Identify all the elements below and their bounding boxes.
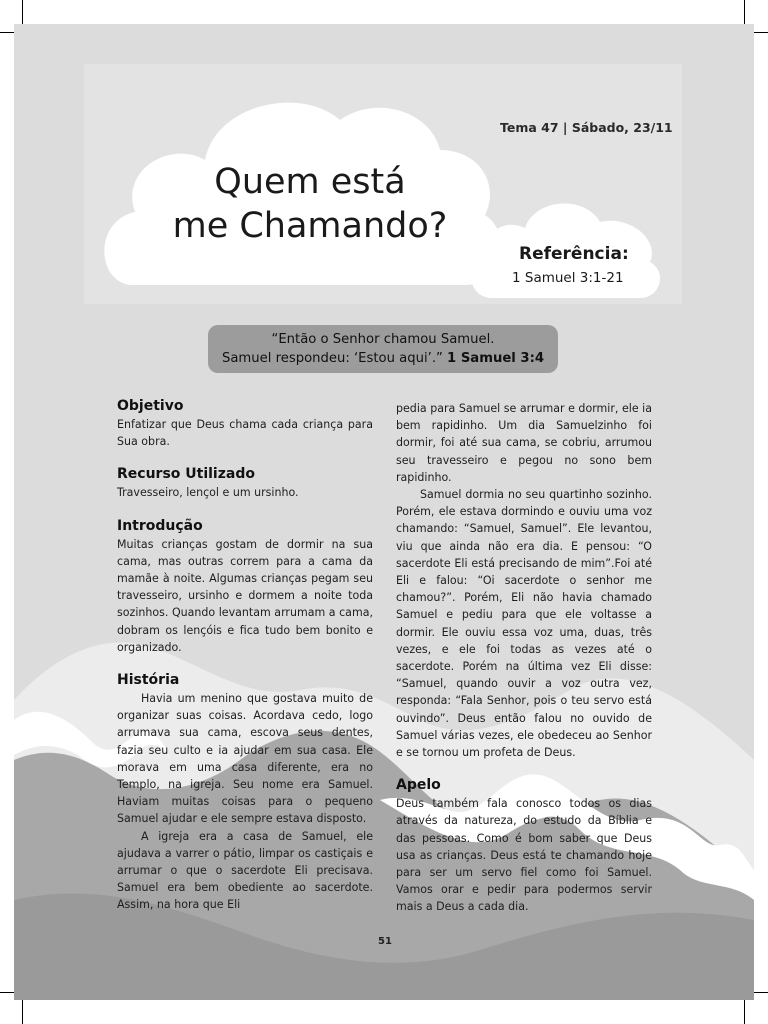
referencia-text: 1 Samuel 3:1-21 [512, 270, 624, 286]
verse-line-2 [208, 349, 558, 368]
title-line-2: me Chamando? [172, 206, 448, 246]
referencia-label: Referência: [519, 244, 629, 264]
objetivo-heading: Objetivo [117, 398, 184, 414]
historia-heading: História [117, 672, 180, 689]
key-verse-box [208, 325, 558, 373]
verse-line-1: “Então o Senhor chamou Samuel. [271, 332, 495, 347]
introducao-heading: Introdução [117, 517, 203, 534]
apelo-heading: Apelo [396, 777, 441, 794]
introducao-text: Muitas crianças gostam de dormir na sua cama, mas outras correm para a cama da mamãe à noite. Algumas crianças pegam seu travesseiro, ursinho e dormem a noite toda sozinhos. Quando levantam arrumam a cama, dobram os lençóis e fica tudo bem bonito e organizado. [117, 537, 373, 654]
page-title [150, 160, 470, 248]
historia-paragraph-2: A igreja era a casa de Samuel, ele ajudava a varrer o pátio, limpar os castiçais e arrumar o que o sacerdote Eli precisava. Samuel era bem obediente ao sacerdote. Assim, na hora que Eli [117, 829, 373, 912]
right-column [396, 400, 652, 916]
left-column [117, 396, 373, 914]
objetivo-text: Enfatizar que Deus chama cada criança para Sua obra. [117, 418, 373, 449]
tema-date: Tema 47 | Sábado, 23/11 [500, 120, 673, 135]
verse-reference: 1 Samuel 3:4 [447, 351, 545, 366]
page-number: 51 [378, 936, 392, 947]
recurso-text: Travesseiro, lençol e um ursinho. [117, 486, 299, 500]
verse-text: Samuel respondeu: ‘Estou aqui’.” [221, 351, 448, 366]
historia-paragraph-4: Samuel dormia no seu quartinho sozinho. Porém, ele estava dormindo e ouviu uma voz chamando: “Samuel, Samuel”. Ele levantou, viu que ainda não era dia. E pensou: “O sacerdote Eli está precisando de mim”.Foi até Eli e falou: “Oi sacerdote o senhor me chamou?”. Porém, Eli não havia chamado Samuel e pediu para que ele voltasse a dormir. Ele ouviu essa voz uma, duas, três vezes, e ele foi todas as vezes até o sacerdote. Porém na última vez Eli disse: “Samuel, quando ouvir a voz outra vez, responda: “Fala Senhor, pois o teu servo está ouvindo”. Deus então falou no ouvido de Samuel várias vezes, ele obedeceu ao Senhor e se tornou um profeta de Deus. [396, 488, 652, 760]
historia-paragraph-3: pedia para Samuel se arrumar e dormir, ele ia bem rapidinho. Um dia Samuelzinho foi dormir, foi até sua cama, se cobriu, arrumou seu travesseiro e pegou no sono bem rapidinho. [396, 402, 652, 484]
apelo-text: Deus também fala conosco todos os dias através da natureza, do estudo da Bíblia e das pessoas. Como é bom saber que Deus usa as crianças. Deus está te chamando hoje para ser um servo fiel como foi Samuel. Vamos orar e pedir para podermos servir mais a Deus a cada dia. [396, 797, 652, 914]
title-line-1: Quem está [214, 162, 406, 202]
recurso-heading: Recurso Utilizado [117, 466, 255, 483]
historia-paragraph-1: Havia um menino que gostava muito de organizar suas coisas. Acordava cedo, logo arrumava sua cama, escova seus dentes, fazia seu culto e ia ajudar em sua casa. Ele morava em uma casa diferente, era no Templo, na igreja. Seu nome era Samuel. Haviam muitas coisas para o pequeno Samuel ajudar e ele sempre estava disposto. [117, 692, 373, 826]
